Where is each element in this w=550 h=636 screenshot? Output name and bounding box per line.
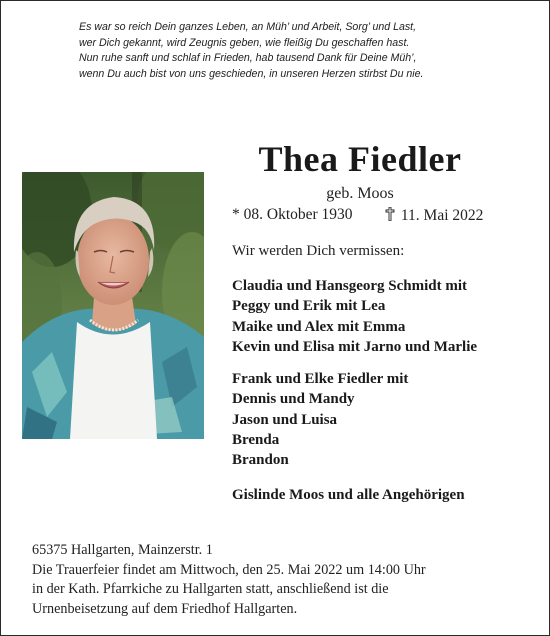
poem-line: wenn Du auch bist von uns geschieden, in unseren Herzen stirbst Du nie. <box>79 67 424 80</box>
poem-line: Es war so reich Dein ganzes Leben, an Müh’ und Arbeit, Sorg’ und Last, <box>79 21 417 33</box>
mourner-line: Kevin und Elisa mit Jarno und Marlie <box>232 338 478 355</box>
address-line: 65375 Hallgarten, Mainzerstr. 1 <box>32 542 213 558</box>
mourner-line: Brandon <box>232 452 289 469</box>
service-line: Die Trauerfeier findet am Mittwoch, den 25. Mai 2022 um 14:00 Uhr <box>32 561 426 578</box>
poem-line: Nun ruhe sanft und schlaf in Frieden, hab tausend Dank für Deine Müh’, <box>79 52 417 65</box>
maiden-name: geb. Moos <box>326 185 394 202</box>
latin-cross-icon <box>385 207 397 226</box>
life-dates <box>232 206 532 224</box>
service-details <box>32 541 532 619</box>
mourners-group-2 <box>232 369 532 470</box>
portrait-photo <box>22 172 204 439</box>
mourners-group-3 <box>232 485 532 505</box>
mourner-line: Peggy und Erik mit Lea <box>232 298 386 315</box>
mourner-line: Maike und Alex mit Emma <box>232 318 406 335</box>
service-line: Urnenbeisetzung auf dem Friedhof Hallgarten. <box>32 600 298 617</box>
death-date: 11. Mai 2022 <box>400 207 484 224</box>
mourner-line: Claudia und Hansgeorg Schmidt mit <box>232 278 468 294</box>
service-line: in der Kath. Pfarrkiche zu Hallgarten statt, anschließend ist die <box>32 581 389 597</box>
poem-line: wer Dich gekannt, wird Zeugnis geben, wie fleißig Du geschaffen hast. <box>79 36 410 49</box>
death-date-group <box>385 206 483 225</box>
mourner-line: Jason und Luisa <box>232 411 338 428</box>
poem <box>79 20 519 82</box>
mourner-line: Frank und Elke Fiedler mit <box>232 371 409 387</box>
birth-date: * 08. Oktober 1930 <box>232 206 353 223</box>
mourner-line: Dennis und Mandy <box>232 391 355 408</box>
mourner-line: Gislinde Moos und alle Angehörigen <box>232 487 465 503</box>
mourners-group-1 <box>232 276 532 357</box>
mourners-intro: Wir werden Dich vermissen: <box>232 243 405 259</box>
mourner-line: Brenda <box>232 431 280 448</box>
deceased-name: Thea Fiedler <box>258 139 462 179</box>
